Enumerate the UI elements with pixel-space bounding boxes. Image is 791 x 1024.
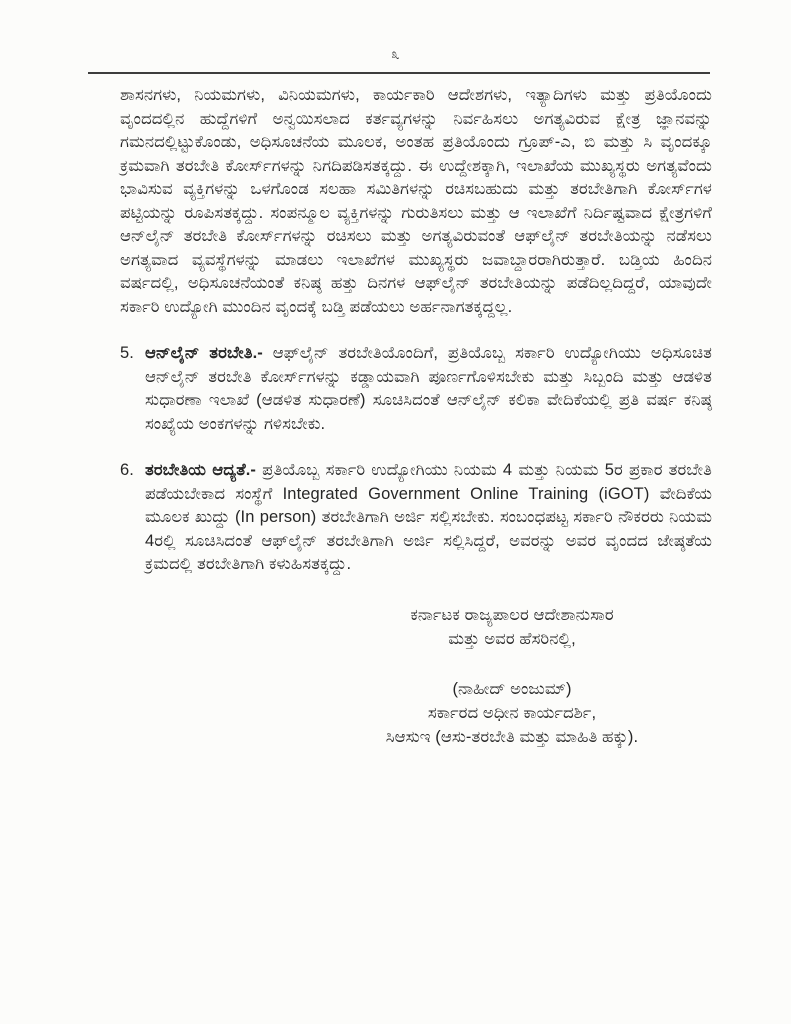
- rule-6-heading: ತರಬೇತಿಯ ಆದ್ಯತೆ.-: [145, 461, 257, 479]
- signature-authority-line-1: ಕರ್ನಾಟಕ ರಾಜ್ಯಪಾಲರ ಆದೇಶಾನುಸಾರ: [410, 605, 614, 624]
- intro-paragraph: ಶಾಸನಗಳು, ನಿಯಮಗಳು, ವಿನಿಯಮಗಳು, ಕಾರ್ಯಕಾರಿ ಆದೇಶಗಳು, ಇತ್ಯಾದಿಗಳು ಮತ್ತು ಪ್ರತಿಯೊಂದು ವೃಂದದಲ್ಲಿನ ಹುದ್ದೆಗಳಿಗೆ ಅನ್ವಯಿಸಲಾದ ಕರ್ತವ್ಯಗಳನ್ನು ನಿರ್ವಹಿಸಲು ಅಗತ್ಯವಿರುವ ಕ್ಷೇತ್ರ ಜ್ಞಾನವನ್ನು ಗಮನದಲ್ಲಿಟ್ಟುಕೊಂಡು, ಅಧಿಸೂಚನೆಯ ಮೂಲಕ, ಅಂತಹ ಪ್ರತಿಯೊಂದು ಗ್ರೂಪ್-ಎ, ಬಿ ಮತ್ತು ಸಿ ವೃಂದಕ್ಕೂ ಕ್ರಮವಾಗಿ ತರಬೇತಿ ಕೋರ್ಸ್‌ಗಳನ್ನು ನಿಗದಿಪಡಿಸತಕ್ಕದ್ದು. ಈ ಉದ್ದೇಶಕ್ಕಾಗಿ, ಇಲಾಖೆಯ ಮುಖ್ಯಸ್ಥರು ಅಗತ್ಯವೆಂದು ಭಾವಿಸುವ ವ್ಯಕ್ತಿಗಳನ್ನು ಒಳಗೊಂಡ ಸಲಹಾ ಸಮಿತಿಗಳನ್ನು ರಚಿಸಬಹುದು ಮತ್ತು ತರಬೇತಿಗಾಗಿ ಕೋರ್ಸ್‌ಗಳ ಪಟ್ಟಿಯನ್ನು ರೂಪಿಸತಕ್ಕದ್ದು. ಸಂಪನ್ಮೂಲ ವ್ಯಕ್ತಿಗಳನ್ನು ಗುರುತಿಸಲು ಮತ್ತು ಆ ಇಲಾಖೆಗೆ ನಿರ್ದಿಷ್ಟವಾದ ಕ್ಷೇತ್ರಗಳಿಗೆ ಆನ್‌ಲೈನ್ ತರಬೇತಿ ಕೋರ್ಸ್‌ಗಳನ್ನು ರಚಿಸಲು ಮತ್ತು ಅಗತ್ಯವಿರುವಂತೆ ಆಫ್‌ಲೈನ್ ತರಬೇತಿಯನ್ನು ನಡೆಸಲು ಅಗತ್ಯವಾದ ವ್ಯವಸ್ಥೆಗಳನ್ನು ಮಾಡಲು ಇಲಾಖೆಗಳ ಮುಖ್ಯಸ್ಥರು ಜವಾಬ್ದಾರರಾಗಿರುತ್ತಾರೆ. ಬಡ್ತಿಯ ಹಿಂದಿನ ವರ್ಷದಲ್ಲಿ, ಅಧಿಸೂಚನೆಯಂತೆ ಕನಿಷ್ಠ ಹತ್ತು ದಿನಗಳ ಆಫ್‌ಲೈನ್ ತರಬೇತಿಯನ್ನು ಪಡೆದಿಲ್ಲದಿದ್ದರೆ, ಯಾವುದೇ ಸರ್ಕಾರಿ ಉದ್ಯೋಗಿ ಮುಂದಿನ ವೃಂದಕ್ಕೆ ಬಡ್ತಿ ಪಡೆಯಲು ಅರ್ಹನಾಗತಕ್ಕದ್ದಲ್ಲ.: [120, 86, 712, 316]
- rules-list: [120, 342, 712, 577]
- rule-5-text: [145, 342, 712, 436]
- signature-space: [312, 651, 712, 677]
- signature-block: [312, 603, 712, 749]
- rule-6-text: [145, 459, 712, 577]
- page-header: [0, 46, 791, 74]
- rule-5-heading: ಆನ್‌ಲೈನ್ ತರಬೇತಿ.-: [145, 344, 263, 362]
- rule-item-5: [120, 342, 712, 436]
- document-body: [120, 84, 712, 749]
- header-divider: [88, 72, 710, 74]
- rule-5-number: 5.: [120, 344, 134, 362]
- signatory-name: (ನಾಹೀದ್ ಅಂಜುಮ್): [452, 679, 572, 698]
- rule-5-body: ಆಫ್‌ಲೈನ್ ತರಬೇತಿಯೊಂದಿಗೆ, ಪ್ರತಿಯೊಬ್ಬ ಸರ್ಕಾರಿ ಉದ್ಯೋಗಿಯು ಅಧಿಸೂಚಿತ ಆನ್‌ಲೈನ್ ತರಬೇತಿ ಕೋರ್ಸ್‌ಗಳನ್ನು ಕಡ್ಡಾಯವಾಗಿ ಪೂರ್ಣಗೊಳಿಸಬೇಕು ಮತ್ತು ಸಿಬ್ಬಂದಿ ಮತ್ತು ಆಡಳಿತ ಸುಧಾರಣಾ ಇಲಾಖೆ (ಆಡಳಿತ ಸುಧಾರಣೆ) ಸೂಚಿಸಿದಂತೆ ಆನ್‌ಲೈನ್ ಕಲಿಕಾ ವೇದಿಕೆಯಲ್ಲಿ ಪ್ರತಿ ವರ್ಷ ಕನಿಷ್ಠ ಸಂಖ್ಯೆಯ ಅಂಕಗಳನ್ನು ಗಳಿಸಬೇಕು.: [145, 344, 712, 433]
- signatory-department: ಸಿಆಸುಇ (ಆಸು-ತರಬೇತಿ ಮತ್ತು ಮಾಹಿತಿ ಹಕ್ಕು).: [385, 727, 639, 746]
- rule-6-body: ಪ್ರತಿಯೊಬ್ಬ ಸರ್ಕಾರಿ ಉದ್ಯೋಗಿಯು ನಿಯಮ 4 ಮತ್ತು ನಿಯಮ 5ರ ಪ್ರಕಾರ ತರಬೇತಿ ಪಡೆಯಬೇಕಾದ ಸಂಸ್ಥೆಗೆ Integrated Government Online Training (iGOT) ವೇದಿಕೆಯ ಮೂಲಕ ಖುದ್ದು (In person) ತರಬೇತಿಗಾಗಿ ಅರ್ಜಿ ಸಲ್ಲಿಸಬೇಕು. ಸಂಬಂಧಪಟ್ಟ ಸರ್ಕಾರಿ ನೌಕರರು ನಿಯಮ 4ರಲ್ಲಿ ಸೂಚಿಸಿದಂತೆ ಆಫ್‌ಲೈನ್ ತರಬೇತಿಗಾಗಿ ಅರ್ಜಿ ಸಲ್ಲಿಸಿದ್ದರೆ, ಅವರನ್ನು ಅವರ ವೃಂದದ ಜೇಷ್ಠತೆಯ ಕ್ರಮದಲ್ಲಿ ತರಬೇತಿಗಾಗಿ ಕಳುಹಿಸತಕ್ಕದ್ದು.: [145, 461, 712, 573]
- rule-item-6: [120, 459, 712, 577]
- rule-6-number: 6.: [120, 461, 134, 479]
- signature-authority-line-2: ಮತ್ತು ಅವರ ಹೆಸರಿನಲ್ಲಿ,: [448, 629, 576, 648]
- signatory-designation: ಸರ್ಕಾರದ ಅಧೀನ ಕಾರ್ಯದರ್ಶಿ,: [427, 703, 597, 722]
- page-number: ೩: [391, 46, 400, 63]
